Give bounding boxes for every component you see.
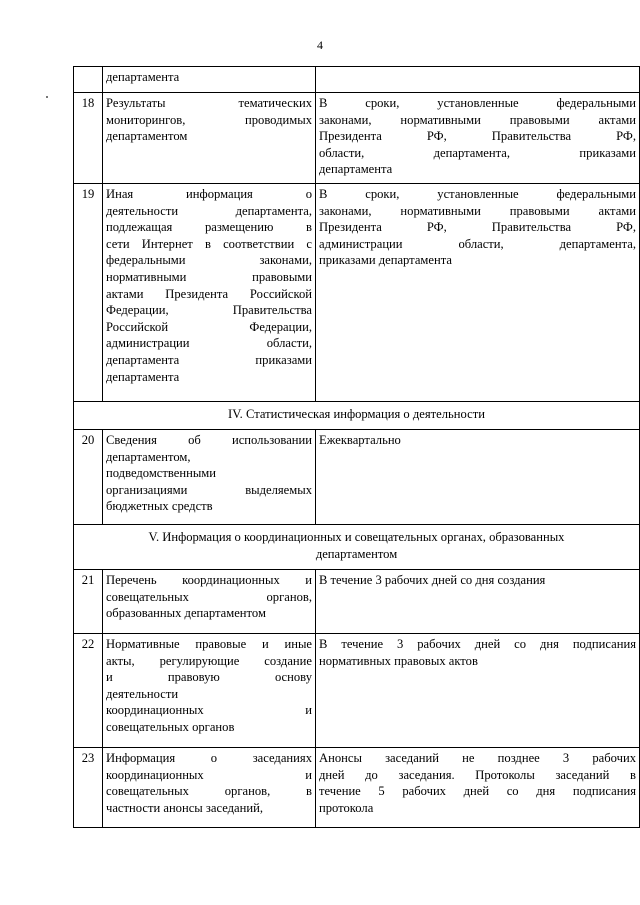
row-number <box>74 67 103 93</box>
text-line: сети Интернет в соответствии с <box>106 236 312 251</box>
info-type-cell <box>103 184 316 402</box>
text-line: В течение 3 рабочих дней со дня подписания <box>319 637 636 651</box>
text-line: деятельности <box>106 686 179 701</box>
text-line: Федерации, Правительства <box>106 303 312 318</box>
text-line: совещательных органов <box>106 719 235 734</box>
text-line: администрации области, <box>106 336 312 351</box>
section-row <box>74 402 640 430</box>
section-heading <box>74 402 640 430</box>
deadline-cell <box>316 67 640 93</box>
text-line: Результаты тематических <box>106 96 312 110</box>
text-line: Российской Федерации, <box>106 319 312 334</box>
text-line: департамента <box>319 162 393 177</box>
text-line: Иная информация о <box>106 187 312 201</box>
text-line: координационных и <box>106 767 312 782</box>
text-line: администрации области, департамента, <box>319 236 636 251</box>
text-line: В сроки, установленные федеральными <box>319 187 636 201</box>
text-line: В сроки, установленные федеральными <box>319 96 636 110</box>
info-type-cell <box>103 93 316 184</box>
section-row <box>74 525 640 570</box>
text-line: нормативных правовых актов <box>319 653 478 668</box>
text-line: департамента <box>106 70 180 84</box>
text-line: нормативными правовыми <box>106 269 312 284</box>
margin-mark <box>46 96 48 98</box>
text-line: деятельности департамента, <box>106 203 312 218</box>
table-row <box>74 184 640 402</box>
text-line: Анонсы заседаний не позднее 3 рабочих <box>319 751 636 765</box>
deadline-cell <box>316 93 640 184</box>
text-line: дней до заседания. Протоколы заседаний в <box>319 767 636 782</box>
text-line: координационных и <box>106 703 312 718</box>
text-line: подлежащая размещению в <box>106 220 312 235</box>
info-type-cell <box>103 634 316 748</box>
table-row <box>74 430 640 525</box>
text-line: Сведения об использовании <box>106 433 312 447</box>
text-line: департамента <box>106 369 180 384</box>
text-line: департамента приказами <box>106 352 312 367</box>
text-line: акты, регулирующие создание <box>106 653 312 668</box>
row-number: 18 <box>74 93 103 184</box>
text-line: V. Информация о координационных и совещательных органах, образованных <box>148 530 565 544</box>
text-line: области, департамента, приказами <box>319 145 636 160</box>
text-line: мониторингов, проводимых <box>106 112 312 127</box>
text-line: законами, нормативными правовыми актами <box>319 203 636 218</box>
text-line: федеральными законами, <box>106 253 312 268</box>
row-number: 20 <box>74 430 103 525</box>
deadline-cell <box>316 430 640 525</box>
table-row <box>74 93 640 184</box>
row-number: 23 <box>74 748 103 828</box>
deadline-cell <box>316 634 640 748</box>
table-row <box>74 570 640 634</box>
text-line: департаментом <box>315 546 398 561</box>
text-line: бюджетных средств <box>106 499 213 514</box>
text-line: Ежеквартально <box>319 433 401 447</box>
text-line: приказами департамента <box>319 253 452 268</box>
info-type-cell <box>103 570 316 634</box>
document-table <box>73 66 640 828</box>
text-line: и правовую основу <box>106 670 312 685</box>
table-row <box>74 634 640 748</box>
text-line: Информация о заседаниях <box>106 751 312 765</box>
text-line: Нормативные правовые и иные <box>106 637 312 651</box>
row-number: 22 <box>74 634 103 748</box>
text-line: совещательных органов, <box>106 589 312 604</box>
text-line: частности анонсы заседаний, <box>106 800 264 815</box>
section-heading <box>74 525 640 570</box>
page-number: 4 <box>317 38 323 52</box>
text-line: В течение 3 рабочих дней со дня создания <box>319 573 546 587</box>
deadline-cell <box>316 748 640 828</box>
row-number: 21 <box>74 570 103 634</box>
deadline-cell <box>316 570 640 634</box>
table-row <box>74 748 640 828</box>
text-line: подведомственными <box>106 466 217 481</box>
table-row <box>74 67 640 93</box>
text-line: IV. Статистическая информация о деятельности <box>228 407 485 421</box>
text-line: протокола <box>319 800 374 815</box>
text-line: законами, нормативными правовыми актами <box>319 112 636 127</box>
text-line: департаментом <box>106 129 188 144</box>
text-line: департаментом, <box>106 449 191 464</box>
text-line: актами Президента Российской <box>106 286 312 301</box>
text-line: течение 5 рабочих дней со дня подписания <box>319 784 636 799</box>
info-type-cell <box>103 748 316 828</box>
text-line: образованных департаментом <box>106 606 266 621</box>
row-number: 19 <box>74 184 103 402</box>
text-line: организациями выделяемых <box>106 482 312 497</box>
text-line: Перечень координационных и <box>106 573 312 587</box>
text-line: Президента РФ, Правительства РФ, <box>319 220 636 235</box>
text-line: совещательных органов, в <box>106 784 312 799</box>
text-line: Президента РФ, Правительства РФ, <box>319 129 636 144</box>
deadline-cell <box>316 184 640 402</box>
info-type-cell <box>103 430 316 525</box>
info-type-cell <box>103 67 316 93</box>
